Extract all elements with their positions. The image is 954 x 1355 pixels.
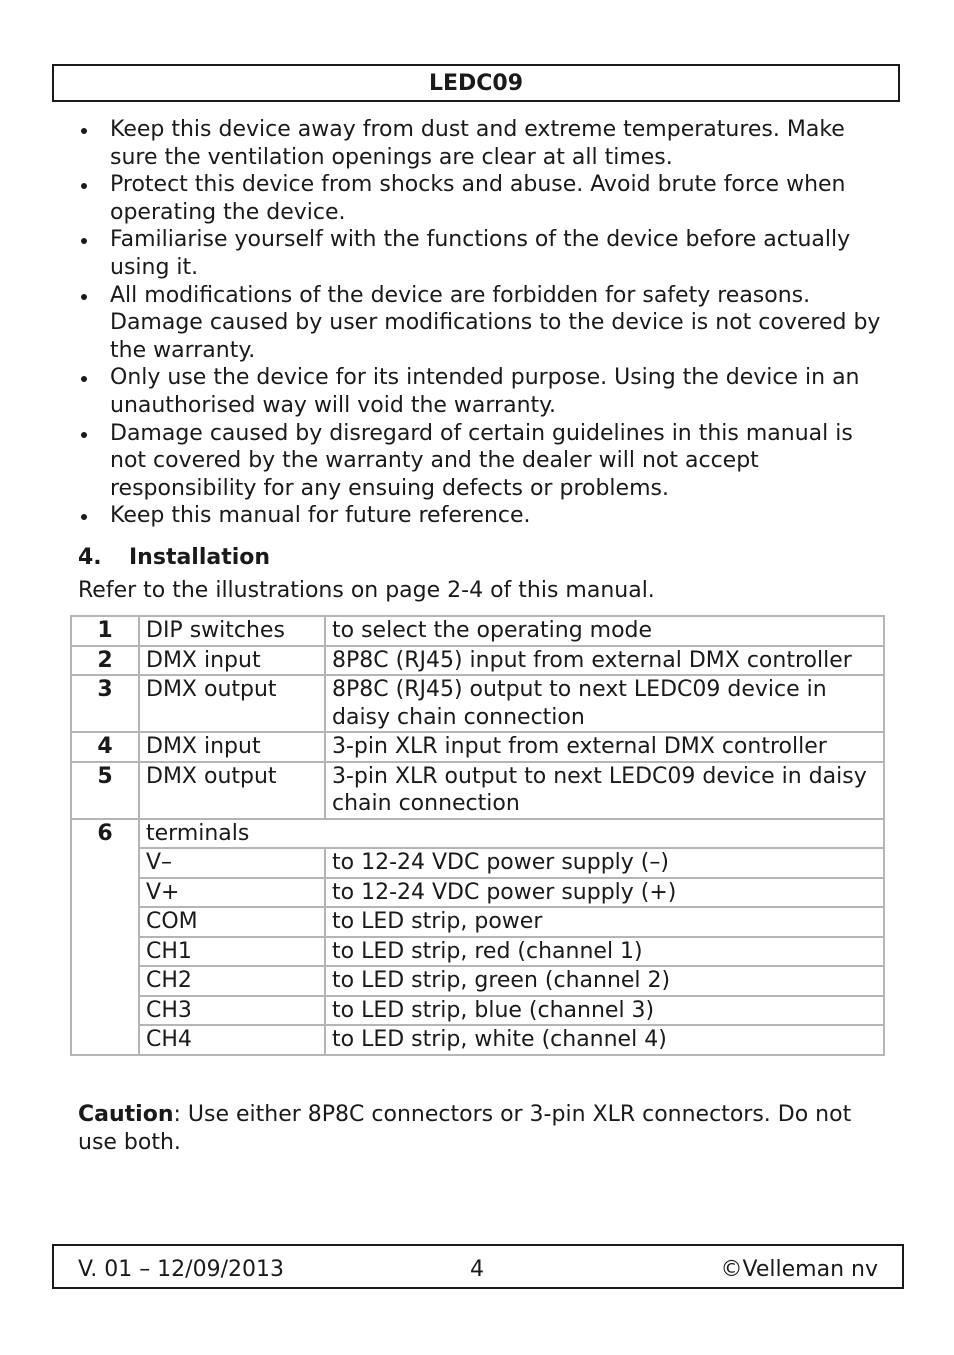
table-row <box>71 1025 884 1055</box>
table-row <box>71 937 884 967</box>
terminal-description: to 12-24 VDC power supply (–) <box>325 848 884 878</box>
list-item: All modifications of the device are forbidden for safety reasons. Damage caused by user modifications to the device is not covered by the warranty. <box>78 282 888 365</box>
terminal-name: COM <box>139 907 325 937</box>
table-row <box>71 878 884 908</box>
page-footer <box>52 1244 904 1289</box>
table-row <box>71 646 884 676</box>
section-heading <box>78 544 270 572</box>
list-item: Keep this device away from dust and extreme temperatures. Make sure the ventilation openings are clear at all times. <box>78 116 888 171</box>
terminal-name: CH4 <box>139 1025 325 1055</box>
part-name: DMX output <box>139 762 325 819</box>
table-row <box>71 848 884 878</box>
safety-bullet-list <box>78 116 888 530</box>
part-number: 2 <box>71 646 139 676</box>
terminal-description: to LED strip, green (channel 2) <box>325 966 884 996</box>
part-name: DMX output <box>139 675 325 732</box>
table-row <box>71 907 884 937</box>
table-row <box>71 762 884 819</box>
footer-version: V. 01 – 12/09/2013 <box>78 1257 284 1282</box>
table-row <box>71 966 884 996</box>
part-description: 8P8C (RJ45) output to next LEDC09 device in daisy chain connection <box>325 675 884 732</box>
terminal-name: CH3 <box>139 996 325 1026</box>
part-description: 3-pin XLR output to next LEDC09 device in daisy chain connection <box>325 762 884 819</box>
list-item: Familiarise yourself with the functions of the device before actually using it. <box>78 226 888 281</box>
table-row <box>71 819 884 849</box>
part-number: 3 <box>71 675 139 732</box>
terminal-description: to LED strip, power <box>325 907 884 937</box>
terminal-description: to 12-24 VDC power supply (+) <box>325 878 884 908</box>
caution-label: Caution <box>78 1102 174 1127</box>
part-description: 3-pin XLR input from external DMX controller <box>325 732 884 762</box>
part-description: 8P8C (RJ45) input from external DMX controller <box>325 646 884 676</box>
section-intro: Refer to the illustrations on page 2-4 of this manual. <box>78 578 655 603</box>
terminal-name: V– <box>139 848 325 878</box>
table-row <box>71 675 884 732</box>
terminals-label: terminals <box>139 819 884 849</box>
list-item: Only use the device for its intended purpose. Using the device in an unauthorised way will void the warranty. <box>78 364 888 419</box>
footer-copyright: ©Velleman nv <box>720 1257 878 1282</box>
header-title: LEDC09 <box>428 71 524 96</box>
page-number: 4 <box>470 1257 484 1282</box>
section-title: Installation <box>129 545 271 570</box>
terminal-name: V+ <box>139 878 325 908</box>
section-number: 4. <box>78 545 102 570</box>
page-header <box>52 64 900 102</box>
terminal-description: to LED strip, white (channel 4) <box>325 1025 884 1055</box>
terminal-description: to LED strip, red (channel 1) <box>325 937 884 967</box>
caution-note <box>78 1101 878 1157</box>
parts-table <box>70 615 885 1056</box>
part-number: 5 <box>71 762 139 819</box>
part-number: 4 <box>71 732 139 762</box>
list-item: Damage caused by disregard of certain guidelines in this manual is not covered by the warranty and the dealer will not accept responsibility for any ensuing defects or problems. <box>78 420 888 503</box>
list-item: Keep this manual for future reference. <box>78 502 888 530</box>
table-row <box>71 996 884 1026</box>
table-row <box>71 616 884 646</box>
part-description: to select the operating mode <box>325 616 884 646</box>
caution-text: : Use either 8P8C connectors or 3-pin XLR connectors. Do not use both. <box>78 1102 852 1155</box>
terminal-name: CH2 <box>139 966 325 996</box>
part-name: DMX input <box>139 732 325 762</box>
terminal-description: to LED strip, blue (channel 3) <box>325 996 884 1026</box>
part-number: 6 <box>71 819 139 1055</box>
table-row <box>71 732 884 762</box>
list-item: Protect this device from shocks and abuse. Avoid brute force when operating the device. <box>78 171 888 226</box>
terminal-name: CH1 <box>139 937 325 967</box>
part-name: DMX input <box>139 646 325 676</box>
part-name: DIP switches <box>139 616 325 646</box>
part-number: 1 <box>71 616 139 646</box>
